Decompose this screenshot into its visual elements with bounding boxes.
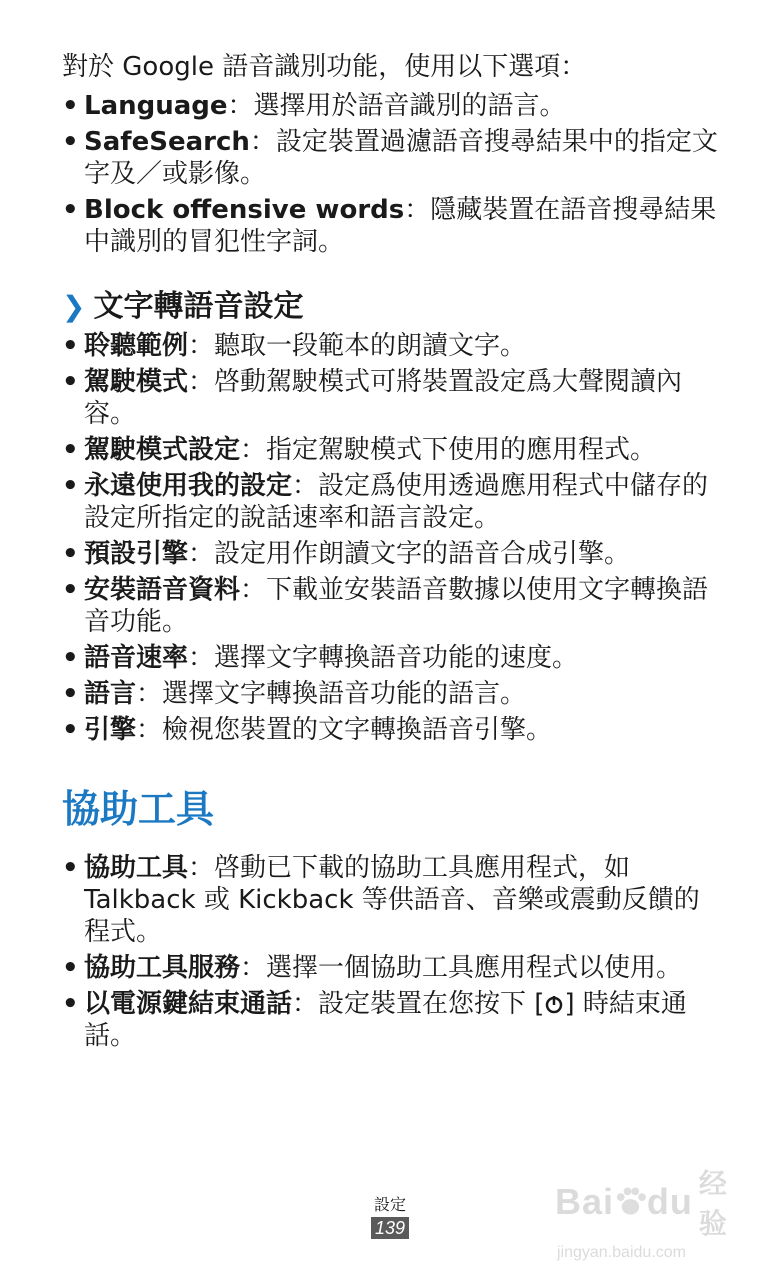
list-item [62,952,722,984]
voice-options-list [62,90,722,258]
term-label: Language [84,91,228,121]
term-description: ：隱藏裝置在語音搜尋結果中識別的冒犯性字詞。 [84,195,717,257]
term-description: ：選擇文字轉換語音功能的速度。 [188,643,579,673]
watermark-url: jingyan.baidu.com [557,1244,686,1261]
term-label: SafeSearch [84,127,250,157]
list-item [62,574,722,638]
term-label: 語言 [84,679,137,709]
term-description: ：選擇用於語音識別的語言。 [227,91,566,121]
list-item [62,194,722,258]
list-item [62,538,722,570]
term-description: ：選擇文字轉換語音功能的語言。 [136,679,527,709]
term-description: ：設定爲使用透過應用程式中儲存的設定所指定的說話速率和語言設定。 [84,471,709,533]
intro-text: 對於 Google 語音識別功能，使用以下選項： [62,52,587,82]
list-item [62,642,722,674]
list-item [62,988,722,1052]
list-item [62,714,722,746]
term-description: ：設定裝置過濾語音搜尋結果中的指定文字及／或影像。 [84,127,718,189]
watermark-brand-cn: 经验 [698,1168,728,1239]
term-label: 預設引擎 [84,539,189,569]
list-item [62,470,722,534]
term-description: ：下載並安裝語音數據以使用文字轉換語音功能。 [84,575,709,637]
accessibility-section-title: 協助工具 [62,787,215,831]
power-key-icon [544,993,564,1015]
term-label: 永遠使用我的設定 [84,471,293,501]
list-item [62,678,722,710]
list-item [62,90,722,122]
list-item [62,852,722,948]
watermark-logo [555,1162,755,1242]
term-description: ：啓動駕駛模式可將裝置設定爲大聲閱讀內容。 [84,367,683,429]
term-label: 以電源鍵結束通話 [84,989,293,1019]
list-item [62,434,722,466]
term-label: 協助工具 [84,853,189,883]
term-label: 協助工具服務 [84,953,241,983]
term-description: ：聽取一段範本的朗讀文字。 [188,331,527,361]
term-description: ：設定用作朗讀文字的語音合成引擎。 [188,539,631,569]
baidu-paw-icon [614,1185,647,1219]
list-item [62,126,722,190]
term-label: 語音速率 [84,643,189,673]
baidu-watermark [555,1162,755,1261]
term-description: ：檢視您裝置的文字轉換語音引擎。 [136,715,553,745]
term-label: 駕駛模式設定 [84,435,241,465]
footer-section-label: 設定 [373,1195,406,1214]
list-item [62,330,722,362]
tts-options-list [62,330,722,746]
chevron-right-icon: ❯ [62,290,86,323]
term-label: 引擎 [84,715,137,745]
term-label: 聆聽範例 [84,331,189,361]
term-description: ：指定駕駛模式下使用的應用程式。 [240,435,657,465]
term-label: 安裝語音資料 [84,575,241,605]
accessibility-options-list [62,852,722,1052]
document-page [62,50,722,1056]
term-description: ：設定裝置在您按下 [ [292,989,545,1019]
tts-section-heading [62,288,722,326]
list-item [62,366,722,430]
term-label: Block offensive words [84,195,405,225]
term-label: 駕駛模式 [84,367,189,397]
watermark-brand-right: du [646,1181,693,1222]
term-description: ：啓動已下載的協助工具應用程式，如 Talkback 或 Kickback 等供語音、音樂或震動反饋的程式。 [84,853,700,947]
term-description-end: ] 時結束通話。 [84,989,687,1051]
tts-section-title: 文字轉語音設定 [93,289,304,324]
page-number: 139 [371,1217,409,1239]
term-description: ：選擇一個協助工具應用程式以使用。 [240,953,683,983]
watermark-brand-left: Bai [555,1181,615,1222]
